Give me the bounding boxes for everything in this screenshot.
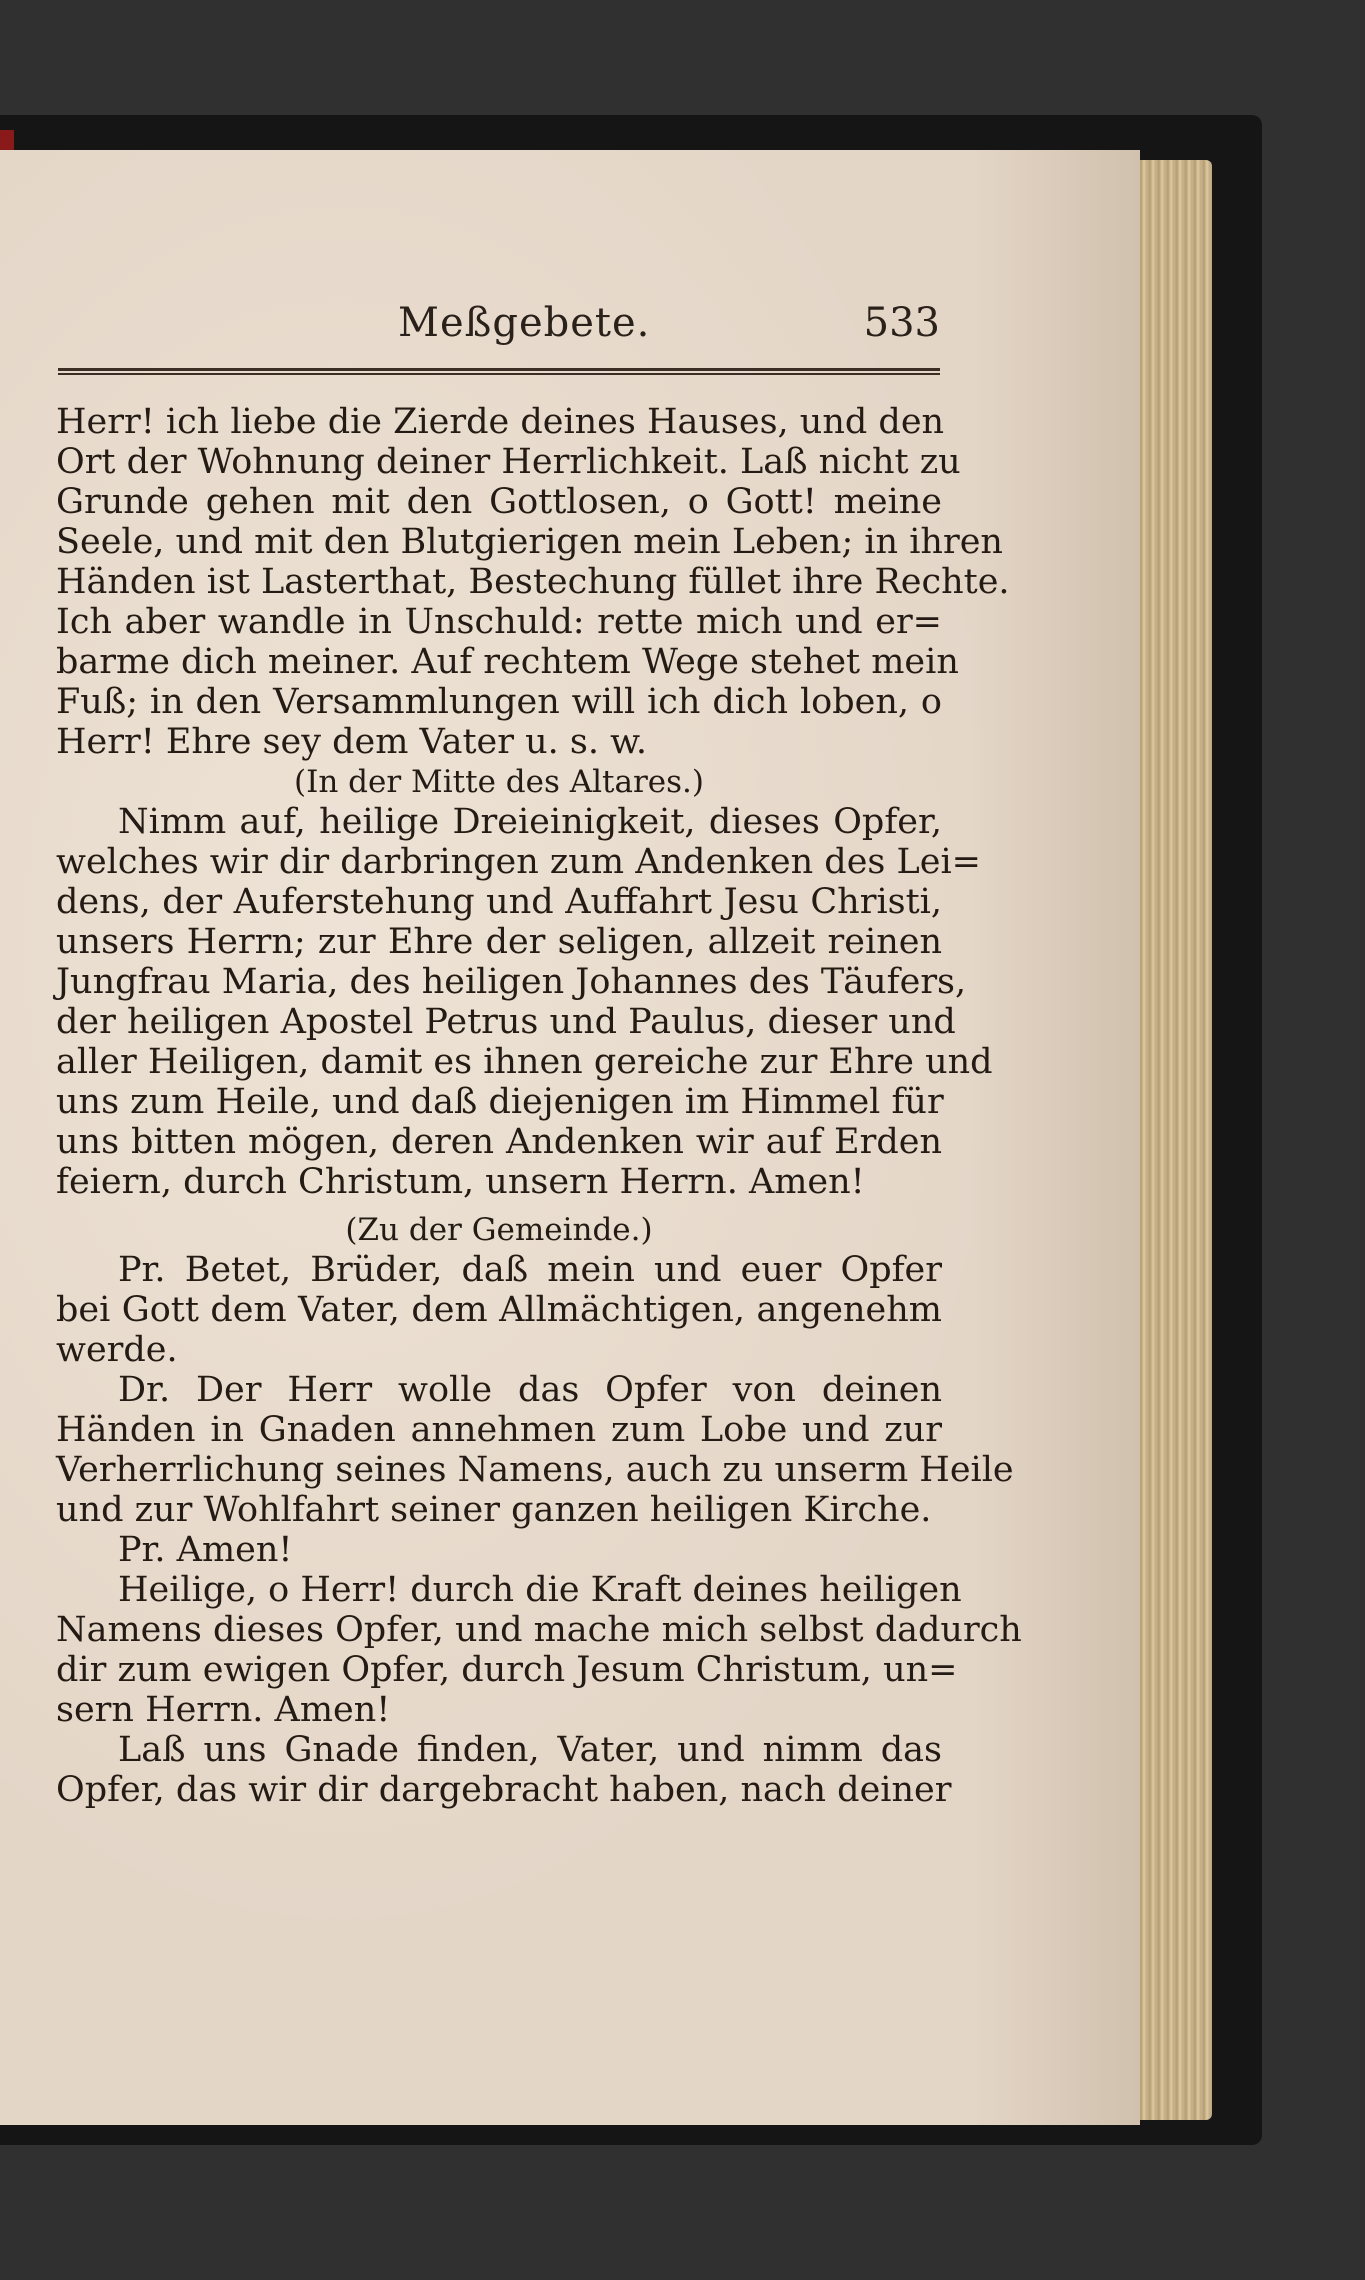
- text-line: Dr. Der Herr wolle das Opfer von deinen: [118, 1370, 942, 1410]
- text-line: Pr. Amen!: [118, 1530, 293, 1570]
- text-line: uns bitten mögen, deren Andenken wir auf Erden: [56, 1122, 942, 1162]
- text-line: aller Heiligen, damit es ihnen gereiche zur Ehre und: [56, 1042, 993, 1082]
- text-line: und zur Wohlfahrt seiner ganzen heiligen Kirche.: [56, 1490, 932, 1530]
- text-line: Herr! ich liebe die Zierde deines Hauses, und den: [56, 402, 945, 442]
- text-line: welches wir dir darbringen zum Andenken des Lei=: [56, 842, 981, 882]
- text-line: Händen ist Lasterthat, Bestechung füllet ihre Rechte.: [56, 562, 1010, 602]
- text-line: Grunde gehen mit den Gottlosen, o Gott! meine: [56, 482, 942, 522]
- text-line: Laß uns Gnade finden, Vater, und nimm das: [118, 1730, 942, 1770]
- page-header: [58, 290, 940, 370]
- text-line: sern Herrn. Amen!: [56, 1690, 391, 1730]
- page-number: 533: [863, 300, 940, 346]
- text-line: Opfer, das wir dir dargebracht haben, nach deiner: [56, 1770, 952, 1810]
- text-line: Fuß; in den Versammlungen will ich dich loben, o: [56, 682, 942, 722]
- text-line: Ich aber wandle in Unschuld: rette mich und er=: [56, 602, 942, 642]
- text-line: barme dich meiner. Auf rechtem Wege stehet mein: [56, 642, 959, 682]
- book-page: [0, 150, 1140, 2125]
- text-line: Ort der Wohnung deiner Herrlichkeit. Laß nicht zu: [56, 442, 961, 482]
- text-line: Herr! Ehre sey dem Vater u. s. w.: [56, 722, 648, 762]
- text-line: Seele, und mit den Blutgierigen mein Leben; in ihren: [56, 522, 1003, 562]
- running-title: Meßgebete.: [398, 300, 651, 346]
- text-line: Pr. Betet, Brüder, daß mein und euer Opfer: [118, 1250, 942, 1290]
- text-line: Namens dieses Opfer, und mache mich selbst dadurch: [56, 1610, 1022, 1650]
- body-text: [56, 402, 1022, 1810]
- text-line: Jungfrau Maria, des heiligen Johannes des Täufers,: [56, 962, 967, 1002]
- spacer: [56, 1202, 942, 1210]
- text-line: Heilige, o Herr! durch die Kraft deines heiligen: [118, 1570, 962, 1610]
- text-line: dir zum ewigen Opfer, durch Jesum Christum, un=: [56, 1650, 958, 1690]
- text-line: Händen in Gnaden annehmen zum Lobe und zur: [56, 1410, 942, 1450]
- text-line: dens, der Auferstehung und Auffahrt Jesu Christi,: [56, 882, 942, 922]
- text-line: werde.: [56, 1330, 178, 1370]
- text-line: Verherrlichung seines Namens, auch zu unserm Heile: [56, 1450, 1014, 1490]
- header-rule: [58, 368, 940, 375]
- text-line: bei Gott dem Vater, dem Allmächtigen, angenehm: [56, 1290, 942, 1330]
- text-line: Nimm auf, heilige Dreieinigkeit, dieses Opfer,: [118, 802, 942, 842]
- text-line: uns zum Heile, und daß diejenigen im Himmel für: [56, 1082, 944, 1122]
- text-line: feiern, durch Christum, unsern Herrn. Amen!: [56, 1162, 865, 1202]
- text-line: unsers Herrn; zur Ehre der seligen, allzeit reinen: [56, 922, 942, 962]
- text-line: der heiligen Apostel Petrus und Paulus, dieser und: [56, 1002, 956, 1042]
- section-heading: (In der Mitte des Altares.): [293, 764, 704, 800]
- section-heading: (Zu der Gemeinde.): [345, 1212, 653, 1248]
